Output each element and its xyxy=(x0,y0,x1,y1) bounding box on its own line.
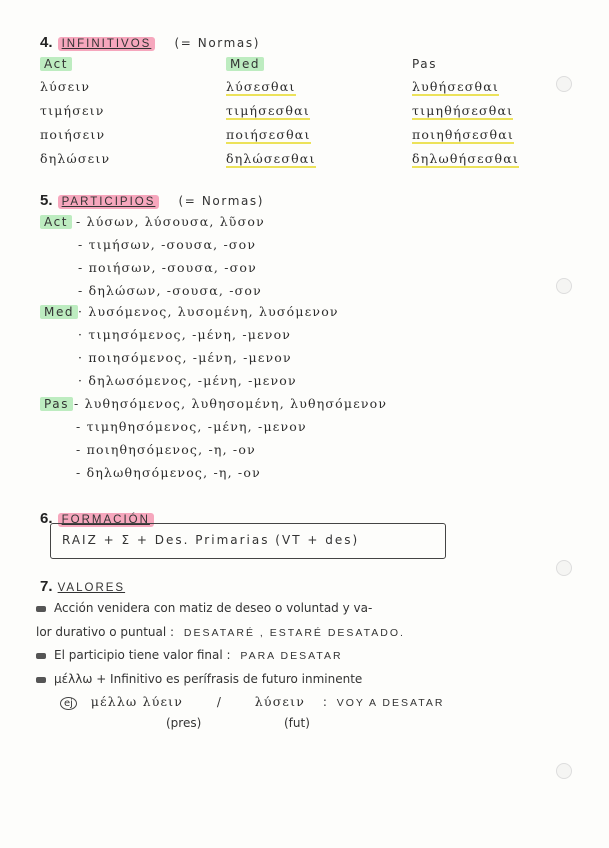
bullet-icon xyxy=(36,653,46,659)
infinitive-form: τιμήσειν xyxy=(40,103,105,118)
bullet-text: El participio tiene valor final : xyxy=(54,648,231,662)
bullet-text: Acción venidera con matiz de deseo o voluntad y va- xyxy=(54,601,373,615)
participle-line: · τιμησόμενος, -μένη, -μενον xyxy=(78,327,292,342)
example-tense-pres: (pres) xyxy=(166,716,202,730)
example-marker: ej xyxy=(60,697,77,710)
bullet-text: lor durativo o puntual : xyxy=(36,625,175,639)
voice-label: Act xyxy=(40,215,72,229)
voice-label: Pas xyxy=(40,397,73,411)
participle-line: - ποιήσων, -σουσα, -σον xyxy=(78,260,257,275)
bullet-text: μέλλω + Infinitivo es perífrasis de futuro inminente xyxy=(54,672,363,686)
punch-hole xyxy=(556,278,572,294)
section-number: 6. xyxy=(40,510,53,527)
translation-text: DESATARÉ , ESTARÉ DESATADO. xyxy=(183,627,405,639)
infinitive-form: δηλώσειν xyxy=(40,151,111,166)
value-bullet-1-cont xyxy=(36,625,405,639)
punch-hole xyxy=(556,76,572,92)
example-line xyxy=(60,694,444,710)
infinitive-form: ποιηθήσεσθαι xyxy=(412,127,514,142)
translation-text: PARA DESATAR xyxy=(240,650,343,662)
participle-line: - δηλώσων, -σουσα, -σον xyxy=(78,283,262,298)
participle-line: - δηλωθησόμενος, -η, -ον xyxy=(76,465,261,480)
participle-line: - λύσων, λύσουσα, λῦσον xyxy=(76,214,265,229)
section-note: (= Normas) xyxy=(178,194,265,208)
bullet-icon xyxy=(36,606,46,612)
value-bullet-2 xyxy=(36,648,343,662)
infinitive-form: τιμήσεσθαι xyxy=(226,103,310,118)
section7-heading xyxy=(40,576,125,595)
value-bullet-1 xyxy=(36,601,372,615)
participle-line: · ποιησόμενος, -μένη, -μενον xyxy=(78,350,292,365)
column-header: Pas xyxy=(412,57,438,71)
participle-line: · λυσόμενος, λυσομένη, λυσόμενον xyxy=(78,304,339,319)
infinitive-form: τιμηθήσεσθαι xyxy=(412,103,514,118)
example-colon: : xyxy=(322,695,327,709)
participle-line: - τιμήσων, -σουσα, -σον xyxy=(78,237,257,252)
example-slash: / xyxy=(216,695,221,709)
section-number: 4. xyxy=(40,34,53,51)
infinitive-form: λύσεσθαι xyxy=(226,79,296,94)
column-header: Act xyxy=(40,57,72,71)
column-header: Med xyxy=(226,57,264,71)
example-meaning: VOY A DESATAR xyxy=(336,697,445,709)
punch-hole xyxy=(556,560,572,576)
section-number: 7. xyxy=(40,578,53,595)
example-greek: μέλλω λύειν xyxy=(90,694,184,709)
section-title: VALORES xyxy=(57,582,126,594)
infinitive-form: δηλωθήσεσθαι xyxy=(412,151,519,166)
participle-line: - τιμηθησόμενος, -μένη, -μενον xyxy=(76,419,307,434)
section-title: PARTICIPIOS xyxy=(58,195,160,209)
section-title: INFINITIVOS xyxy=(58,37,156,51)
voice-label: Med xyxy=(40,305,78,319)
infinitive-form: ποιήσεσθαι xyxy=(226,127,311,142)
section-title: FORMACIÓN xyxy=(58,513,154,527)
formula-text: RAIZ + Σ + Des. Primarias (VT + des) xyxy=(62,533,360,547)
example-tense-fut: (fut) xyxy=(284,716,310,730)
value-bullet-3 xyxy=(36,672,362,686)
participle-line: - ποιηθησόμενος, -η, -ον xyxy=(76,442,256,457)
section4-heading xyxy=(40,32,260,51)
infinitive-form: λύσειν xyxy=(40,79,91,94)
infinitive-form: ποιήσειν xyxy=(40,127,106,142)
section5-heading xyxy=(40,190,264,209)
participle-line: · δηλωσόμενος, -μένη, -μενον xyxy=(78,373,297,388)
infinitive-form: λυθήσεσθαι xyxy=(412,79,499,94)
infinitive-form: δηλώσεσθαι xyxy=(226,151,316,166)
section-note: (= Normas) xyxy=(174,36,261,50)
participle-line: - λυθησόμενος, λυθησομένη, λυθησόμενον xyxy=(74,396,388,411)
punch-hole xyxy=(556,763,572,779)
section-number: 5. xyxy=(40,192,53,209)
bullet-icon xyxy=(36,677,46,683)
example-greek: λύσειν xyxy=(254,694,306,709)
